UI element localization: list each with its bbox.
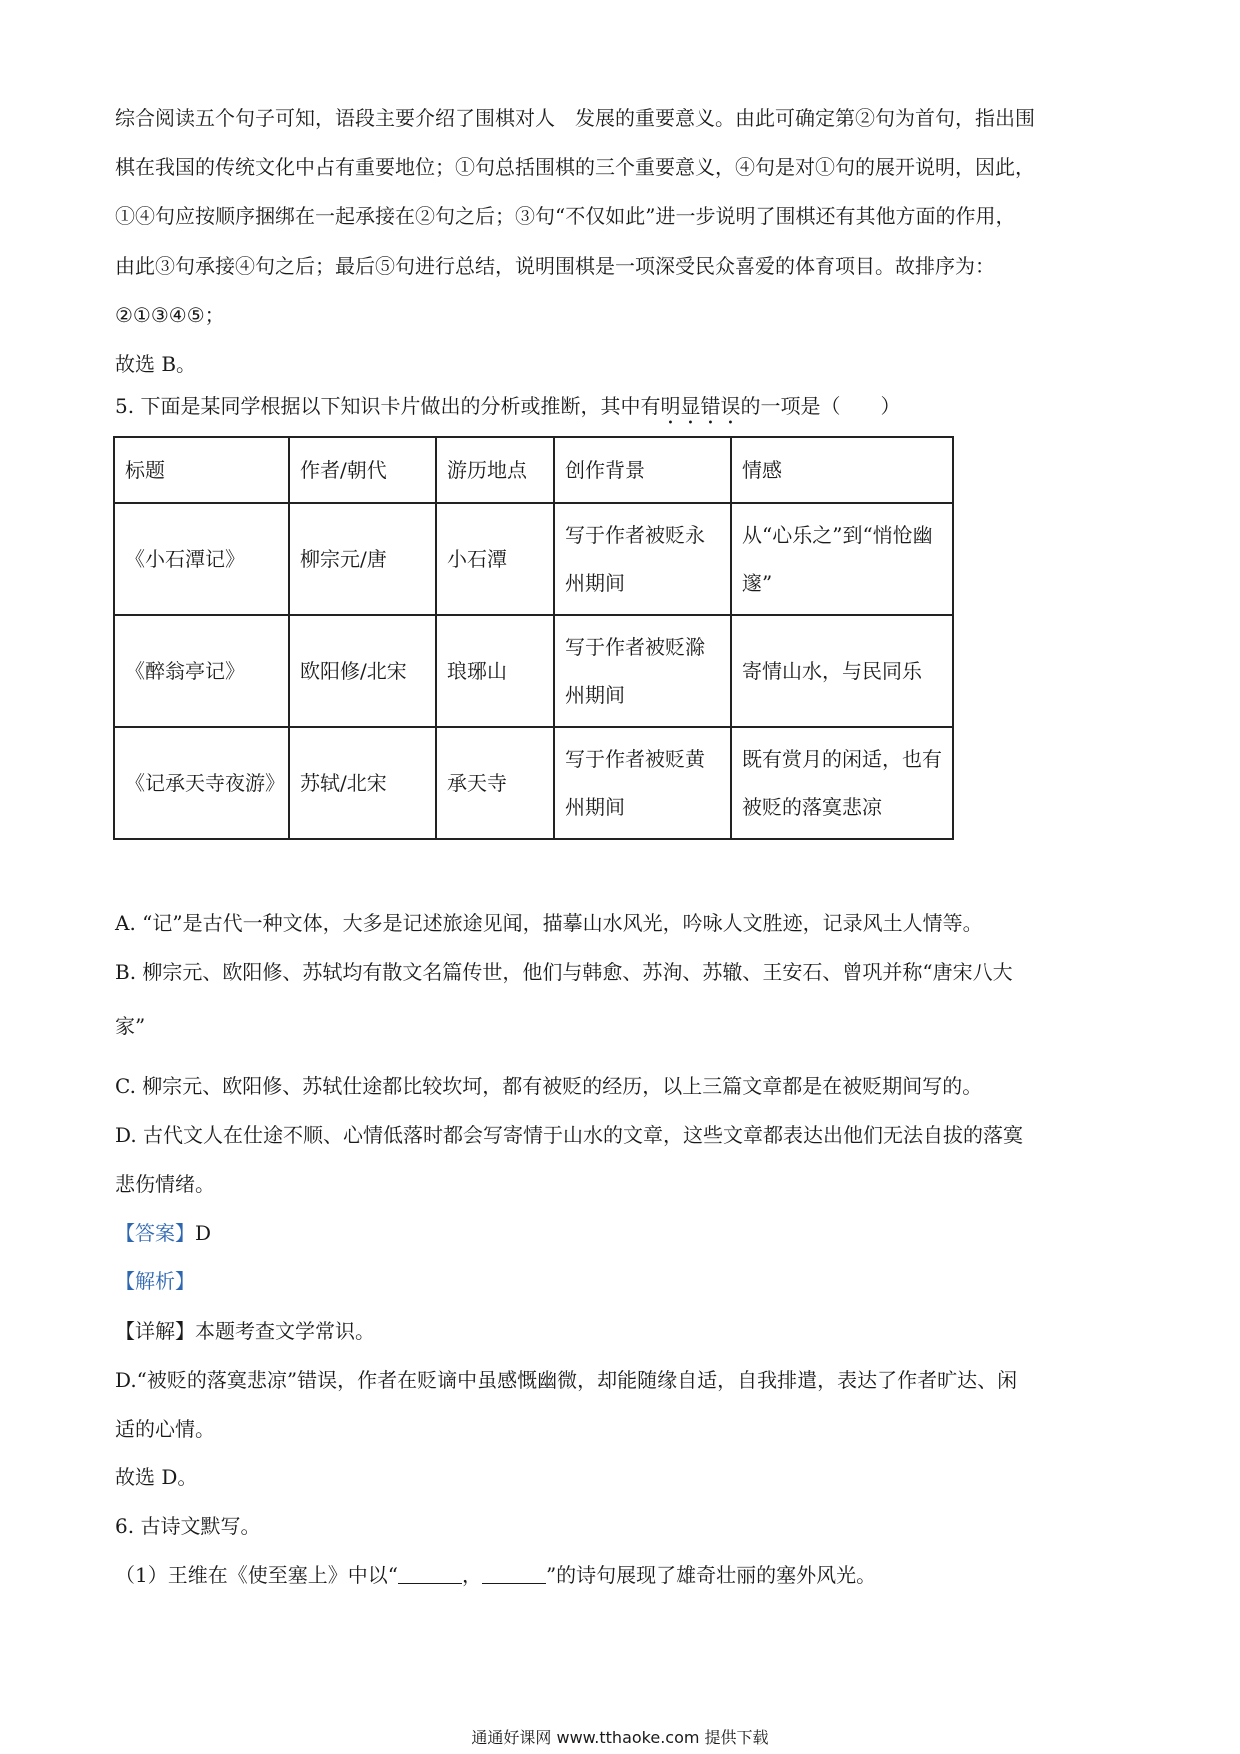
- sub-1-before: （1）王维在《使至塞上》中以“: [115, 1563, 398, 1587]
- table-cell-title: 《记承天寺夜游》: [114, 727, 289, 839]
- table-cell-emotion: 从“心乐之”到“悄怆幽邃”: [731, 503, 953, 615]
- table-cell-author: 欧阳修/北宋: [289, 615, 436, 727]
- answer-line: [115, 1219, 1135, 1247]
- knowledge-card-table: [113, 436, 954, 840]
- table-cell-place: 小石潭: [436, 503, 554, 615]
- question-6-sub-1: [115, 1561, 1135, 1589]
- option-c: C. 柳宗元、欧阳修、苏轼仕途都比较坎坷，都有被贬的经历，以上三篇文章都是在被贬期间写的。: [115, 1074, 983, 1098]
- option-b-line-2: 家”: [115, 1014, 146, 1038]
- table-row: [114, 615, 953, 727]
- analysis-line-4: 由此③句承接④句之后；最后⑤句进行总结，说明围棋是一项深受民众喜爱的体育项目。故排序为：: [115, 254, 995, 278]
- option-d-line-2: 悲伤情绪。: [115, 1172, 215, 1196]
- table-header-cell: 情感: [731, 437, 953, 503]
- table-cell-title: 《小石潭记》: [114, 503, 289, 615]
- table-cell-emotion: 寄情山水，与民同乐: [731, 615, 953, 727]
- table-header-cell: 游历地点: [436, 437, 554, 503]
- analysis-line-2: 棋在我国的传统文化中占有重要地位；①句总括围棋的三个重要意义，④句是对①句的展开说明，因此，: [115, 155, 1035, 179]
- table-cell-place: 承天寺: [436, 727, 554, 839]
- question-5-conclusion: 故选 D。: [115, 1465, 198, 1489]
- option-a: A. “记”是古代一种文体，大多是记述旅途见闻，描摹山水风光，吟咏人文胜迹，记录风土人情等。: [115, 911, 983, 935]
- table-header-cell: 创作背景: [554, 437, 731, 503]
- table-cell-background: 写于作者被贬黄州期间: [554, 727, 731, 839]
- question-5-stem-after: 的一项是（ ）: [740, 394, 901, 418]
- table-cell-background: 写于作者被贬永州期间: [554, 503, 731, 615]
- question-5-stem-before: 5. 下面是某同学根据以下知识卡片做出的分析或推断，其中有: [115, 394, 661, 418]
- question-6-stem: 6. 古诗文默写。: [115, 1514, 261, 1538]
- answer-value: D: [195, 1221, 212, 1245]
- analysis-line-3: ①④句应按顺序捆绑在一起承接在②句之后；③句“不仅如此”进一步说明了围棋还有其他方面的作用，: [115, 204, 1016, 228]
- table-row: [114, 503, 953, 615]
- explanation-line-2: 适的心情。: [115, 1417, 215, 1441]
- table-header-cell: 作者/朝代: [289, 437, 436, 503]
- answer-blank[interactable]: [398, 1563, 462, 1584]
- table-cell-author: 苏轼/北宋: [289, 727, 436, 839]
- table-cell-title: 《醉翁亭记》: [114, 615, 289, 727]
- table-cell-emotion: 既有赏月的闲适，也有被贬的落寞悲凉: [731, 727, 953, 839]
- answer-blank[interactable]: [482, 1563, 546, 1584]
- table-row: [114, 727, 953, 839]
- analysis-line-5: ②①③④⑤；: [115, 303, 225, 327]
- table-header-cell: 标题: [114, 437, 289, 503]
- sub-1-separator: ，: [461, 1563, 482, 1587]
- detail-tag: 【详解】: [115, 1319, 195, 1343]
- page-footer: 通通好课网 www.tthaoke.com 提供下载: [471, 1728, 769, 1747]
- analysis-tag: 【解析】: [115, 1269, 195, 1293]
- detail-text: 本题考查文学常识。: [195, 1319, 375, 1343]
- table-header-row: [114, 437, 953, 503]
- question-5-stem: [115, 392, 1135, 429]
- option-b-line-1: B. 柳宗元、欧阳修、苏轼均有散文名篇传世，他们与韩愈、苏洵、苏辙、王安石、曾巩并称“唐宋八大: [115, 960, 1013, 984]
- sub-1-after: ”的诗句展现了雄奇壮丽的塞外风光。: [545, 1563, 877, 1587]
- option-d-line-1: D. 古代文人在仕途不顺、心情低落时都会写寄情于山水的文章，这些文章都表达出他们无法自拔的落寞: [115, 1123, 1024, 1147]
- answer-tag: 【答案】: [115, 1221, 195, 1245]
- previous-conclusion: 故选 B。: [115, 352, 197, 376]
- table-cell-background: 写于作者被贬滁州期间: [554, 615, 731, 727]
- detail-line: [115, 1317, 1135, 1345]
- table-cell-place: 琅琊山: [436, 615, 554, 727]
- analysis-line-1: 综合阅读五个句子可知，语段主要介绍了围棋对人 发展的重要意义。由此可确定第②句为首句，指出围: [115, 106, 1035, 130]
- table-cell-author: 柳宗元/唐: [289, 503, 436, 615]
- question-5-stem-emphasis: 明显错误: [660, 394, 741, 418]
- explanation-line-1: D.“被贬的落寞悲凉”错误，作者在贬谪中虽感慨幽微，却能随缘自适，自我排遣，表达了作者旷达、闲: [115, 1368, 1018, 1392]
